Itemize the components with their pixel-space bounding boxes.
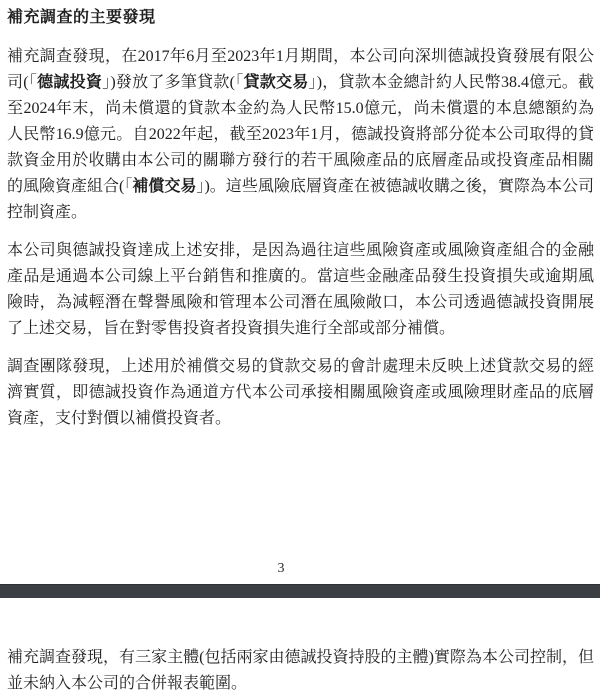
text-run: 補充調查發現，在2017年6月至2023年1月期間，本公司向深圳德誠投資發展有限公司(「 [7,48,594,91]
text-run: 調查團隊發現，上述用於補償交易的貸款交易的會計處理未反映上述貸款交易的經濟實質，即德誠投資作為通道方代本公司承接相關風險資產或風險理財產品的底層資產，支付對價以補償投資者。 [7,358,594,427]
document-page-4 [0,598,600,700]
bold-defined-term: 貸款交易 [243,74,309,91]
bold-defined-term: 補償交易 [132,178,197,195]
page-number: 3 [277,561,285,576]
text-run: 」)。這些風險底層資產在被德誠收購之後，實際為本公司控制資產。 [7,178,594,221]
paragraph-arrangement-rationale [7,238,594,342]
page-separator-bar [0,584,600,598]
section-heading: 補充調查的主要發現 [7,9,156,26]
text-run: 本公司與德誠投資達成上述安排，是因為過往這些風險資產或風險資產組合的金融產品是通過本公司線上平台銷售和推廣的。當這些金融產品發生投資損失或逾期風險時，為減輕潛在聲譽風險和管理本公司潛在風險敞口，本公司透過德誠投資開展了上述交易，旨在對零售投資者投資損失進行全部或部分補償。 [7,242,594,337]
text-run: 」)，貸款本金總計約人民幣38.4億元。截至2024年末，尚未償還的貸款本金約為人民幣15.0億元，尚未償還的本息總額約為人民幣16.9億元。自2022年起，截至2023年1月，德誠投資將部分從本公司取得的貸款資金用於收購由本公司的關聯方發行的若干風險產品的底層產品或投資產品相關的風險資產組合(「 [7,74,594,195]
text-run: 」)發放了多筆貸款(「 [102,74,244,91]
paragraph-unconsolidated-entities [7,645,594,697]
paragraph-loan-transactions [7,44,594,226]
text-run: 補充調查發現，有三家主體(包括兩家由德誠投資持股的主體)實際為本公司控制，但並未納入本公司的合併報表範圍。 [7,649,594,692]
paragraph-accounting-treatment [7,354,594,432]
bold-defined-term: 德誠投資 [37,74,103,91]
